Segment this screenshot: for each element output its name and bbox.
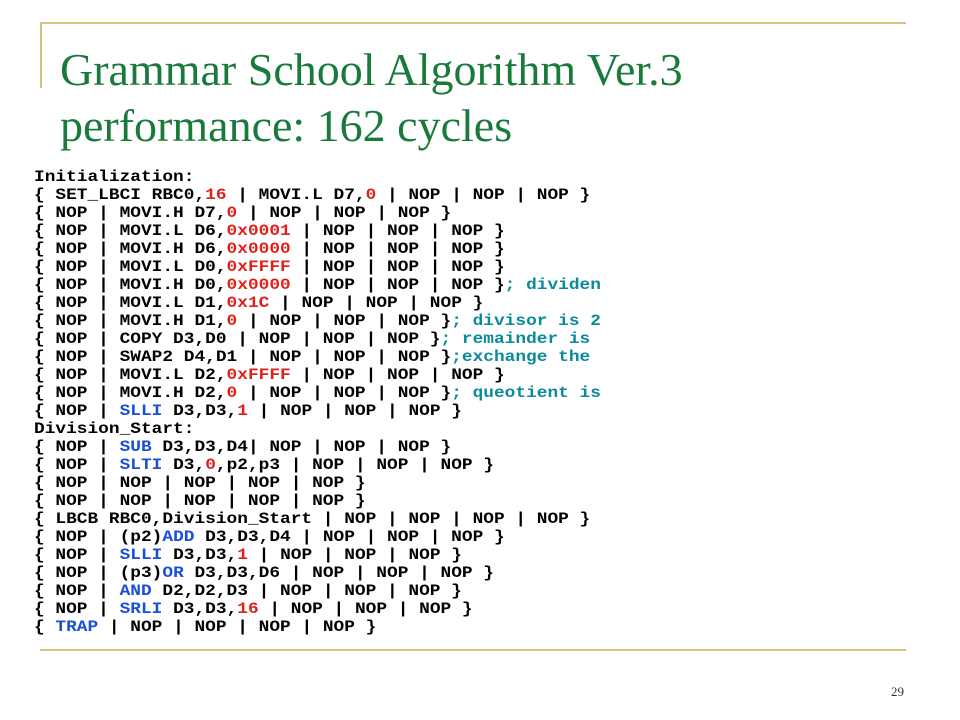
code-line (34, 564, 926, 582)
code-line (34, 276, 926, 294)
code-segment: { NOP | (34, 402, 120, 420)
code-line (34, 474, 926, 492)
code-segment: SLLI (119, 402, 163, 420)
code-segment: | NOP | NOP | NOP } (269, 294, 484, 312)
code-segment: SLTI (119, 456, 163, 474)
code-segment: AND (119, 582, 152, 600)
code-line (34, 366, 926, 384)
bottom-rule (40, 649, 906, 651)
code-segment: 1 (237, 402, 248, 420)
code-segment: { SET_LBCI RBC0, (34, 186, 206, 204)
code-segment: | NOP | NOP | NOP } (290, 258, 505, 276)
code-segment: | NOP | NOP | NOP } (237, 312, 452, 330)
code-segment: | NOP | NOP | NOP } (258, 600, 473, 618)
code-segment: { NOP | NOP | NOP | NOP | NOP } (34, 474, 366, 492)
code-line (34, 186, 926, 204)
code-segment: { NOP | SWAP2 D4,D1 | NOP | NOP | NOP } (34, 348, 452, 366)
code-segment: D3,D3,D4 | NOP | NOP | NOP } (194, 528, 505, 546)
code-segment: 0x1C (226, 294, 270, 312)
code-segment: SLLI (119, 546, 163, 564)
code-segment: { NOP | (34, 600, 120, 618)
left-rule (40, 22, 42, 88)
code-segment: SUB (119, 438, 152, 456)
code-segment: Division_Start: (34, 420, 195, 438)
code-segment: SRLI (119, 600, 163, 618)
code-segment: | NOP | NOP | NOP } (247, 402, 462, 420)
code-segment: { (34, 618, 56, 636)
code-line (34, 600, 926, 618)
code-segment: ;exchange the (451, 348, 591, 366)
code-segment: ; divisor is 2 (451, 312, 601, 330)
code-segment: 0x0000 (226, 240, 291, 258)
code-segment: | MOVI.L D7, (226, 186, 366, 204)
top-rule (40, 22, 906, 24)
code-line (34, 546, 926, 564)
code-segment: | NOP | NOP | NOP } (290, 240, 505, 258)
code-segment: 0 (205, 456, 216, 474)
code-line (34, 510, 926, 528)
code-segment: TRAP (55, 618, 99, 636)
code-line (34, 258, 926, 276)
code-segment: { NOP | (34, 582, 120, 600)
code-segment: 0 (226, 204, 238, 222)
code-segment: | NOP | NOP | NOP } (376, 186, 591, 204)
code-line (34, 402, 926, 420)
code-line (34, 294, 926, 312)
code-line (34, 204, 926, 222)
code-segment: 0xFFFF (226, 366, 291, 384)
code-segment: { NOP | MOVI.L D6, (34, 222, 227, 240)
code-line (34, 438, 926, 456)
code-segment: 16 (237, 600, 259, 618)
code-line (34, 618, 926, 636)
code-line (34, 240, 926, 258)
code-line (34, 384, 926, 402)
code-segment: D3,D3,D6 | NOP | NOP | NOP } (183, 564, 494, 582)
code-segment: ,p2,p3 | NOP | NOP | NOP } (215, 456, 495, 474)
code-segment: 1 (237, 546, 248, 564)
code-segment: 0 (226, 312, 238, 330)
code-segment: | NOP | NOP | NOP } (290, 276, 505, 294)
code-segment: 0x0000 (226, 276, 291, 294)
code-line (34, 582, 926, 600)
code-segment: | NOP | NOP | NOP } (247, 546, 462, 564)
code-segment: D3,D3, (162, 600, 238, 618)
code-segment: { NOP | MOVI.L D0, (34, 258, 227, 276)
code-segment: ADD (162, 528, 195, 546)
code-segment: { NOP | (p2) (34, 528, 163, 546)
code-segment: D3, (162, 456, 206, 474)
slide-title (60, 42, 683, 154)
code-segment: { NOP | MOVI.H D6, (34, 240, 227, 258)
code-line (34, 348, 926, 366)
code-segment: { NOP | MOVI.H D1, (34, 312, 227, 330)
page-number: 29 (891, 684, 904, 699)
code-segment: { NOP | (34, 546, 120, 564)
code-segment: { NOP | (34, 438, 120, 456)
code-segment: 16 (205, 186, 227, 204)
code-line (34, 492, 926, 510)
code-segment: 0x0001 (226, 222, 291, 240)
code-segment: { LBCB RBC0,Division_Start | NOP | NOP | NOP | NOP } (34, 510, 591, 528)
code-segment: | NOP | NOP | NOP } (237, 204, 452, 222)
code-segment: 0 (226, 384, 238, 402)
code-line (34, 168, 926, 186)
code-segment: D2,D2,D3 | NOP | NOP | NOP } (151, 582, 462, 600)
assembly-code-listing (34, 168, 926, 636)
code-line (34, 222, 926, 240)
code-segment: { NOP | MOVI.H D7, (34, 204, 227, 222)
code-line (34, 528, 926, 546)
code-segment: | NOP | NOP | NOP } (290, 366, 505, 384)
code-segment: { NOP | (p3) (34, 564, 163, 582)
code-segment: | NOP | NOP | NOP } (237, 384, 452, 402)
code-segment: ; dividen (504, 276, 601, 294)
code-segment: | NOP | NOP | NOP } (290, 222, 505, 240)
title-line-1: Grammar School Algorithm Ver.3 (60, 44, 683, 95)
code-segment: ; queotient is (451, 384, 601, 402)
code-segment: D3,D3,D4| NOP | NOP | NOP } (151, 438, 452, 456)
code-segment: { NOP | MOVI.L D2, (34, 366, 227, 384)
code-segment: { NOP | COPY D3,D0 | NOP | NOP | NOP } (34, 330, 441, 348)
code-segment: Initialization: (34, 168, 195, 186)
code-segment: D3,D3, (162, 402, 238, 420)
code-segment: D3,D3, (162, 546, 238, 564)
code-segment: 0 (365, 186, 377, 204)
code-segment: { NOP | MOVI.L D1, (34, 294, 227, 312)
code-segment: 0xFFFF (226, 258, 291, 276)
code-segment: ; remainder is (440, 330, 591, 348)
code-line (34, 456, 926, 474)
code-segment: { NOP | NOP | NOP | NOP | NOP } (34, 492, 366, 510)
code-segment: | NOP | NOP | NOP | NOP } (98, 618, 377, 636)
code-line (34, 330, 926, 348)
code-segment: { NOP | MOVI.H D0, (34, 276, 227, 294)
code-segment: { NOP | (34, 456, 120, 474)
code-line (34, 312, 926, 330)
code-segment: OR (162, 564, 184, 582)
title-line-2: performance: 162 cycles (60, 100, 513, 151)
code-line (34, 420, 926, 438)
code-segment: { NOP | MOVI.H D2, (34, 384, 227, 402)
